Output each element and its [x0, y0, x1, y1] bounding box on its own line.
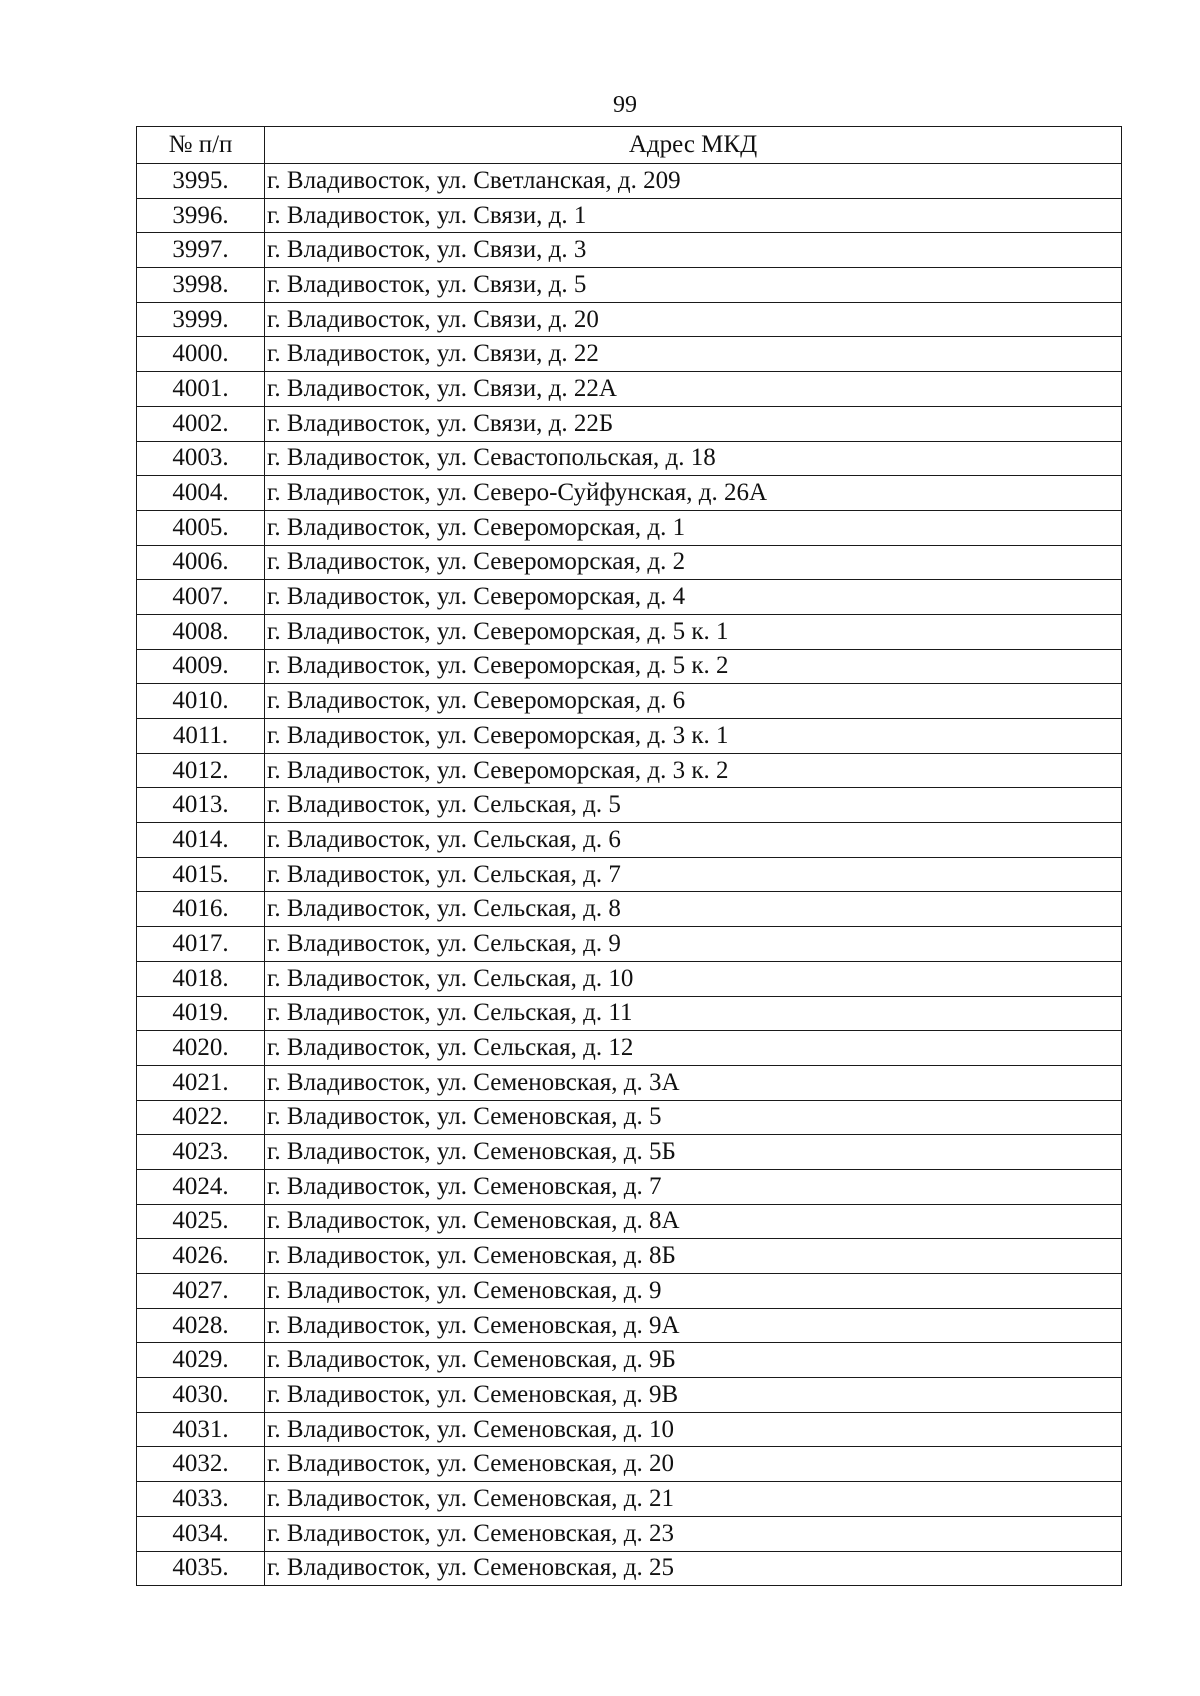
- address-cell: г. Владивосток, ул. Североморская, д. 3 к. 2: [265, 753, 1122, 788]
- row-number-cell: 4013.: [137, 788, 265, 823]
- row-number-cell: 4022.: [137, 1100, 265, 1135]
- row-number-cell: 4024.: [137, 1169, 265, 1204]
- table-row: [137, 684, 1122, 719]
- address-cell: г. Владивосток, ул. Связи, д. 5: [265, 268, 1122, 303]
- address-cell: г. Владивосток, ул. Семеновская, д. 8Б: [265, 1239, 1122, 1274]
- row-number-cell: 4001.: [137, 372, 265, 407]
- address-cell: г. Владивосток, ул. Сельская, д. 8: [265, 892, 1122, 927]
- address-cell: г. Владивосток, ул. Сельская, д. 5: [265, 788, 1122, 823]
- row-number-cell: 3996.: [137, 198, 265, 233]
- table-row: [137, 1274, 1122, 1309]
- table-row: [137, 614, 1122, 649]
- row-number-cell: 4020.: [137, 1031, 265, 1066]
- address-cell: г. Владивосток, ул. Семеновская, д. 10: [265, 1412, 1122, 1447]
- address-cell: г. Владивосток, ул. Семеновская, д. 9: [265, 1274, 1122, 1309]
- address-cell: г. Владивосток, ул. Североморская, д. 4: [265, 580, 1122, 615]
- address-cell: г. Владивосток, ул. Семеновская, д. 5Б: [265, 1135, 1122, 1170]
- table-row: [137, 580, 1122, 615]
- table-row: [137, 753, 1122, 788]
- row-number-cell: 4012.: [137, 753, 265, 788]
- table-row: [137, 1204, 1122, 1239]
- table-row: [137, 1482, 1122, 1517]
- table-header: [137, 127, 1122, 164]
- column-header-number: № п/п: [137, 127, 265, 164]
- address-cell: г. Владивосток, ул. Связи, д. 22: [265, 337, 1122, 372]
- header-row: [137, 127, 1122, 164]
- table-row: [137, 337, 1122, 372]
- row-number-cell: 4005.: [137, 510, 265, 545]
- address-cell: г. Владивосток, ул. Севастопольская, д. 18: [265, 441, 1122, 476]
- address-cell: г. Владивосток, ул. Североморская, д. 2: [265, 545, 1122, 580]
- row-number-cell: 4027.: [137, 1274, 265, 1309]
- table-row: [137, 1100, 1122, 1135]
- row-number-cell: 4000.: [137, 337, 265, 372]
- table-row: [137, 510, 1122, 545]
- row-number-cell: 4003.: [137, 441, 265, 476]
- address-cell: г. Владивосток, ул. Североморская, д. 3 к. 1: [265, 719, 1122, 754]
- table-row: [137, 233, 1122, 268]
- table-row: [137, 1239, 1122, 1274]
- row-number-cell: 4033.: [137, 1482, 265, 1517]
- table-row: [137, 1031, 1122, 1066]
- row-number-cell: 4029.: [137, 1343, 265, 1378]
- address-cell: г. Владивосток, ул. Связи, д. 1: [265, 198, 1122, 233]
- row-number-cell: 4011.: [137, 719, 265, 754]
- row-number-cell: 4034.: [137, 1516, 265, 1551]
- address-table: [136, 126, 1122, 1586]
- address-cell: г. Владивосток, ул. Семеновская, д. 7: [265, 1169, 1122, 1204]
- table-row: [137, 1308, 1122, 1343]
- table-row: [137, 372, 1122, 407]
- address-cell: г. Владивосток, ул. Связи, д. 3: [265, 233, 1122, 268]
- table-row: [137, 302, 1122, 337]
- page-number: 99: [613, 92, 637, 118]
- table-row: [137, 164, 1122, 199]
- address-cell: г. Владивосток, ул. Связи, д. 20: [265, 302, 1122, 337]
- address-cell: г. Владивосток, ул. Семеновская, д. 20: [265, 1447, 1122, 1482]
- address-cell: г. Владивосток, ул. Семеновская, д. 8А: [265, 1204, 1122, 1239]
- address-cell: г. Владивосток, ул. Семеновская, д. 23: [265, 1516, 1122, 1551]
- row-number-cell: 4021.: [137, 1065, 265, 1100]
- address-cell: г. Владивосток, ул. Североморская, д. 1: [265, 510, 1122, 545]
- table-row: [137, 823, 1122, 858]
- row-number-cell: 4032.: [137, 1447, 265, 1482]
- table-row: [137, 1378, 1122, 1413]
- table-row: [137, 892, 1122, 927]
- table-row: [137, 788, 1122, 823]
- row-number-cell: 4023.: [137, 1135, 265, 1170]
- address-cell: г. Владивосток, ул. Светланская, д. 209: [265, 164, 1122, 199]
- address-cell: г. Владивосток, ул. Сельская, д. 11: [265, 996, 1122, 1031]
- row-number-cell: 4015.: [137, 857, 265, 892]
- address-cell: г. Владивосток, ул. Семеновская, д. 5: [265, 1100, 1122, 1135]
- row-number-cell: 4026.: [137, 1239, 265, 1274]
- table-row: [137, 476, 1122, 511]
- address-cell: г. Владивосток, ул. Североморская, д. 5 к. 1: [265, 614, 1122, 649]
- address-cell: г. Владивосток, ул. Семеновская, д. 9В: [265, 1378, 1122, 1413]
- row-number-cell: 4031.: [137, 1412, 265, 1447]
- address-cell: г. Владивосток, ул. Семеновская, д. 25: [265, 1551, 1122, 1586]
- row-number-cell: 4025.: [137, 1204, 265, 1239]
- table-row: [137, 857, 1122, 892]
- table-row: [137, 649, 1122, 684]
- row-number-cell: 3995.: [137, 164, 265, 199]
- row-number-cell: 4019.: [137, 996, 265, 1031]
- address-cell: г. Владивосток, ул. Семеновская, д. 9Б: [265, 1343, 1122, 1378]
- column-header-address: Адрес МКД: [265, 127, 1122, 164]
- row-number-cell: 4016.: [137, 892, 265, 927]
- address-cell: г. Владивосток, ул. Сельская, д. 9: [265, 927, 1122, 962]
- row-number-cell: 4004.: [137, 476, 265, 511]
- address-cell: г. Владивосток, ул. Североморская, д. 6: [265, 684, 1122, 719]
- table-row: [137, 1516, 1122, 1551]
- table-row: [137, 406, 1122, 441]
- table-row: [137, 268, 1122, 303]
- table-row: [137, 1551, 1122, 1586]
- table-row: [137, 1447, 1122, 1482]
- table-row: [137, 1343, 1122, 1378]
- table-row: [137, 1135, 1122, 1170]
- table-row: [137, 719, 1122, 754]
- address-cell: г. Владивосток, ул. Сельская, д. 6: [265, 823, 1122, 858]
- table-row: [137, 1065, 1122, 1100]
- table-row: [137, 961, 1122, 996]
- address-cell: г. Владивосток, ул. Связи, д. 22А: [265, 372, 1122, 407]
- row-number-cell: 4010.: [137, 684, 265, 719]
- row-number-cell: 4007.: [137, 580, 265, 615]
- table-row: [137, 996, 1122, 1031]
- address-cell: г. Владивосток, ул. Сельская, д. 7: [265, 857, 1122, 892]
- address-cell: г. Владивосток, ул. Сельская, д. 10: [265, 961, 1122, 996]
- row-number-cell: 4035.: [137, 1551, 265, 1586]
- address-cell: г. Владивосток, ул. Сельская, д. 12: [265, 1031, 1122, 1066]
- table-row: [137, 1412, 1122, 1447]
- table-row: [137, 198, 1122, 233]
- row-number-cell: 4018.: [137, 961, 265, 996]
- row-number-cell: 4028.: [137, 1308, 265, 1343]
- address-cell: г. Владивосток, ул. Семеновская, д. 21: [265, 1482, 1122, 1517]
- address-cell: г. Владивосток, ул. Семеновская, д. 3А: [265, 1065, 1122, 1100]
- address-cell: г. Владивосток, ул. Северо-Суйфунская, д. 26А: [265, 476, 1122, 511]
- address-cell: г. Владивосток, ул. Североморская, д. 5 к. 2: [265, 649, 1122, 684]
- table-row: [137, 545, 1122, 580]
- row-number-cell: 3997.: [137, 233, 265, 268]
- row-number-cell: 4014.: [137, 823, 265, 858]
- row-number-cell: 4009.: [137, 649, 265, 684]
- table-row: [137, 927, 1122, 962]
- row-number-cell: 3999.: [137, 302, 265, 337]
- row-number-cell: 4030.: [137, 1378, 265, 1413]
- table-body: [137, 164, 1122, 1586]
- table-row: [137, 441, 1122, 476]
- row-number-cell: 4008.: [137, 614, 265, 649]
- row-number-cell: 4017.: [137, 927, 265, 962]
- address-cell: г. Владивосток, ул. Связи, д. 22Б: [265, 406, 1122, 441]
- table-row: [137, 1169, 1122, 1204]
- row-number-cell: 4002.: [137, 406, 265, 441]
- row-number-cell: 3998.: [137, 268, 265, 303]
- address-cell: г. Владивосток, ул. Семеновская, д. 9А: [265, 1308, 1122, 1343]
- row-number-cell: 4006.: [137, 545, 265, 580]
